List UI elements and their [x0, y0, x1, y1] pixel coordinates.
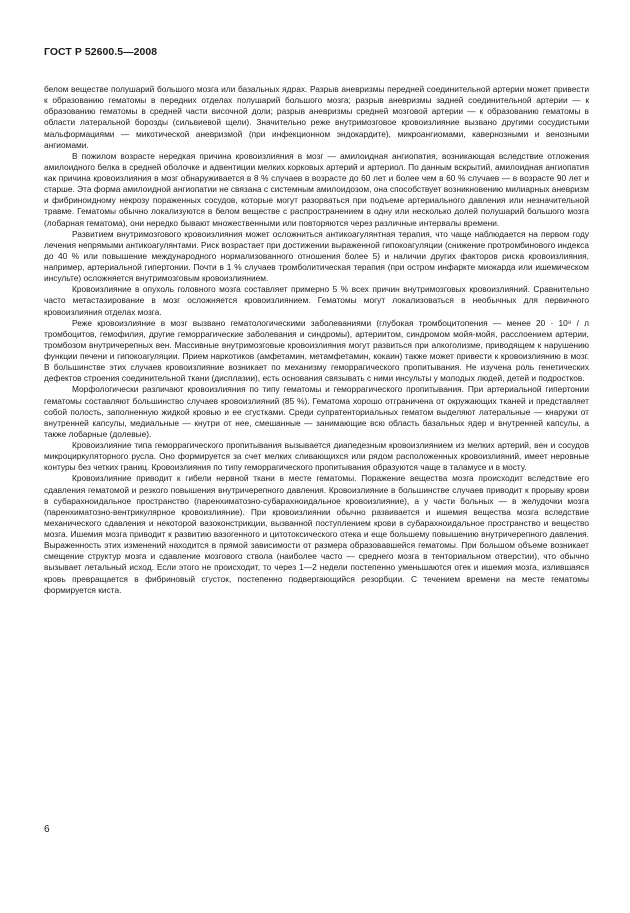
paragraph: Развитием внутримозгового кровоизлияния может осложниться антикоагулянтная терапия, что чаще наблюдается на первом году лечения непрямыми антикоагулянтами. Риск возрастает при достижении выраженной гипокоагуляции (снижение протромбинового индекса до 40 % или повышение международного нормализованного отношения более 5) и наличии других факторов риска кровоизлияния, например, артериальной гипертонии. Почти в 1 % случаев тромболитическая терапия (при остром инфаркте миокарда или ишемическом инсульте) осложняется внутримозговым кровоизлиянием. [44, 228, 589, 284]
paragraph: Кровоизлияние типа геморрагического пропитывания вызывается диапедезным кровоизлиянием из мелких артерий, вен и сосудов микроциркуляторного русла. Оно формируется за счет мелких сливающихся или рядом расположенных кровоизлияний, имеет неровные контуры без четких границ. Кровоизлияния по типу геморрагического пропитывания образуются чаще в таламусе и в мосту. [44, 440, 589, 473]
paragraph: Реже кровоизлияние в мозг вызвано гематологическими заболеваниями (глубокая тромбоцитопения — менее 20 · 10⁹ / л тромбоцитов, гемофилия, другие геморрагические заболевания и синдромы), артериитом, синдромом мойя-мойя, расслоением артерии, тромбозом внутричерепных вен. Массивные внутримозговые кровоизлияния могут развиться при алкоголизме, приводящем к нарушению функции печени и гипокоагуляции. Прием наркотиков (амфетамин, метамфетамин, кокаин) также может привести к кровоизлиянию в мозг. В большинстве этих случаев кровоизлияние возникает по механизму геморрагического пропитывания. Не изучена роль генетических дефектов строения соединительной ткани (дисплазии), есть основания связывать с ними инсульты у молодых людей, детей и подростков. [44, 317, 589, 384]
page-number: 6 [44, 824, 50, 835]
standard-header: ГОСТ Р 52600.5—2008 [44, 47, 158, 58]
paragraph: В пожилом возрасте нередкая причина кровоизлияния в мозг — амилоидная ангиопатия, возникающая вследствие отложения амилоидного белка в средней оболочке и адвентиции мелких корковых артерий и артериол. По данным вскрытий, амилоидная ангиопатия как причина кровоизлияния в мозг обнаруживается в 8 % случаев в возрасте до 60 лет и более чем в 60 % случаев — в возрасте 90 лет и старше. Эта форма амилоидной ангиопатии не связана с системным амилоидозом, она способствует возникновению милиарных аневризм и фибриноидному некрозу пораженных сосудов, которые могут разорваться при подъеме артериального давления или незначительной травме. Гематомы обычно локализуются в белом веществе с распространением в одну или несколько долей полушарий большого мозга (лобарная гематома), они нередко бывают множественными или повторяются через различные интервалы времени. [44, 150, 589, 228]
document-body [44, 84, 589, 596]
paragraph: Кровоизлияние в опухоль головного мозга составляет примерно 5 % всех причин внутримозговых кровоизлияний. Сравнительно часто метастазирование в мозг осложняется кровоизлиянием. Гематомы могут локализоваться в необычных для первичного кровоизлияния отделах мозга. [44, 284, 589, 317]
paragraph: Кровоизлияние приводит к гибели нервной ткани в месте гематомы. Поражение вещества мозга происходит вследствие его сдавления гематомой и резкого повышения внутричерепного давления. Кровоизлияние в большинстве случаев приводит к прорыву крови в субарахноидальное пространство (паренхиматозно-субарахноидальное кровоизлияние), а у части больных — в желудочки мозга (паренхиматозно-вентрикулярное кровоизлияние). При кровоизлиянии обычно развивается и ишемия вещества мозга вследствие механического сдавления и некоторой вазоконстрикции, вызванной поступлением крови в субарахноидальное пространство и вещество мозга. Ишемия мозга приводит к развитию вазогенного и цитотоксического отека и еще большему повышению внутричерепного давления. Выраженность этих изменений находится в прямой зависимости от размера образовавшейся гематомы. При большом объеме возникает смещение структур мозга и сдавление мозгового ствола (наиболее часто — среднего мозга в тенториальном отверстии), что обычно вызывает летальный исход. Если этого не происходит, то через 1—2 недели постепенно уменьшаются отек и ишемия мозга, излившаяся кровь превращается в фибриновый сгусток, постепенно подвергающийся резорбции. С течением времени на месте гематомы формируется киста. [44, 473, 589, 595]
paragraph: Морфологически различают кровоизлияния по типу гематомы и геморрагического пропитывания. При артериальной гипертонии гематомы составляют большинство случаев кровоизлияний (85 %). Гематома хорошо отграничена от окружающих тканей и представляет собой полость, заполненную жидкой кровью и ее сгустками. Среди супратенториальных гематом выделяют латеральные — кнаружи от внутренней капсулы, медиальные — кнутри от нее, смешанные — занимающие всю область базальных ядер и внутренней капсулы, а также лобарные (долевые). [44, 384, 589, 439]
paragraph: белом веществе полушарий большого мозга или базальных ядрах. Разрыв аневризмы передней соединительной артерии может привести к образованию гематомы в передних отделах полушарий большого мозга; разрыв аневризмы задней соединительной артерии — к образованию гематомы в средней части височной доли; разрыв аневризмы средней мозговой артерии — к образованию гематомы в области латеральной борозды (сильвиевой щели). Значительно реже внутримозговое кровоизлияние вызвано другими сосудистыми мальформациями — микотической аневризмой (при инфекционном эндокардите), микроангиомами, кавернозными и венозными ангиомами. [44, 84, 589, 150]
